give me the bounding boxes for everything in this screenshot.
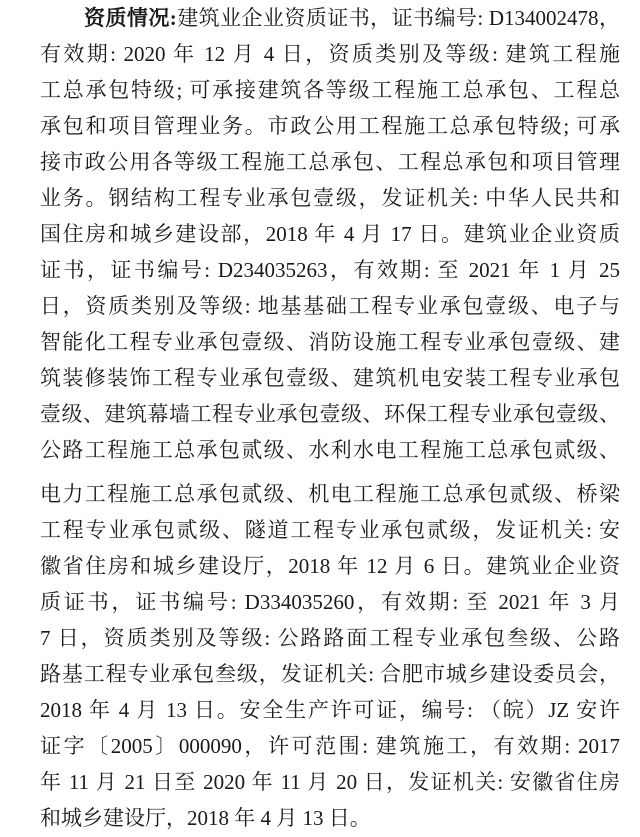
text-line: 智能化工程专业承包壹级、消防设施工程专业承包壹级、建 <box>40 330 620 354</box>
text-line: 壹级、建筑幕墙工程专业承包壹级、环保工程专业承包壹级、 <box>40 402 620 426</box>
text-line: 2018 年 4 月 13 日。安全生产许可证，编号: （皖）JZ 安许 <box>40 698 620 722</box>
text-line: 工程专业承包贰级、隧道工程专业承包贰级，发证机关: 安 <box>40 518 620 542</box>
text-line: 有效期: 2020 年 12 月 4 日，资质类别及等级: 建筑工程施 <box>40 42 620 66</box>
text-line: 工总承包特级; 可承接建筑各等级工程施工总承包、工程总 <box>40 78 620 102</box>
text-line: 徽省住房和城乡建设厅，2018 年 12 月 6 日。建筑业企业资 <box>40 554 620 578</box>
qualification-paragraph-2 <box>40 476 620 836</box>
text-line: 接市政公用各等级工程施工总承包、工程总承包和项目管理 <box>40 150 620 174</box>
text-line: 质证书，证书编号: D334035260，有效期: 至 2021 年 3 月 <box>40 590 620 614</box>
text-line <box>40 0 620 36</box>
text-line: 路基工程专业承包叁级，发证机关: 合肥市城乡建设委员会， <box>40 662 620 686</box>
text-line: 国住房和城乡建设部，2018 年 4 月 17 日。建筑业企业资质 <box>40 222 620 246</box>
text-line: 业务。钢结构工程专业承包壹级，发证机关: 中华人民共和 <box>40 186 620 210</box>
text-line: 证书，证书编号: D234035263，有效期: 至 2021 年 1 月 25 <box>40 258 620 282</box>
text-line-content: 建筑业企业资质证书，证书编号: D134002478， <box>176 6 620 30</box>
text-line: 证字〔2005〕000090，许可范围: 建筑施工，有效期: 2017 <box>40 734 620 758</box>
qualification-section-label: 资质情况: <box>84 6 177 30</box>
qualification-paragraph-1 <box>40 0 620 468</box>
text-line: 电力工程施工总承包贰级、机电工程施工总承包贰级、桥梁 <box>40 482 620 506</box>
text-line: 日，资质类别及等级: 地基基础工程专业承包壹级、电子与 <box>40 294 620 318</box>
text-line: 承包和项目管理业务。市政公用工程施工总承包特级; 可承 <box>40 114 620 138</box>
text-line: 7 日，资质类别及等级: 公路路面工程专业承包叁级、公路 <box>40 626 620 650</box>
text-line: 公路工程施工总承包贰级、水利水电工程施工总承包贰级、 <box>40 438 620 462</box>
text-line: 和城乡建设厅，2018 年 4 月 13 日。 <box>40 806 371 830</box>
text-line: 筑装修装饰工程专业承包壹级、建筑机电安装工程专业承包 <box>40 366 620 390</box>
text-line: 年 11 月 21 日至 2020 年 11 月 20 日，发证机关: 安徽省住房 <box>40 770 620 794</box>
